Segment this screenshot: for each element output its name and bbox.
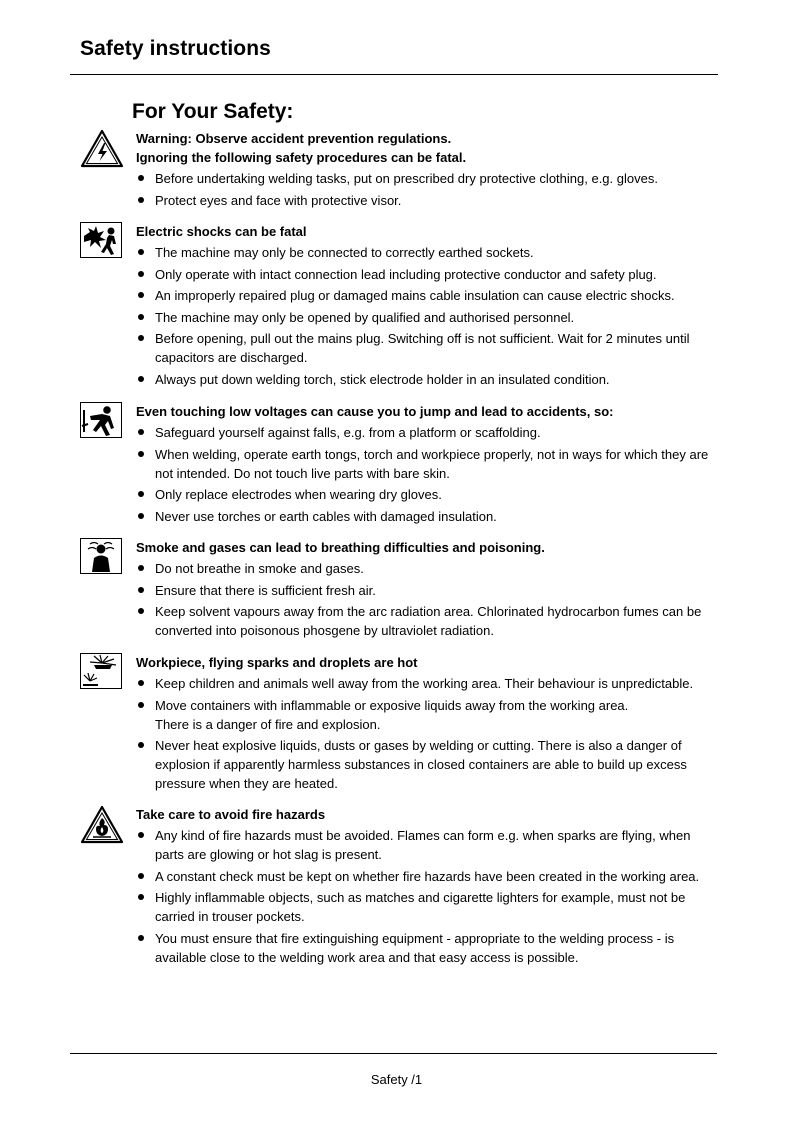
list-item: An improperly repaired plug or damaged mains cable insulation can cause electric shocks.: [136, 286, 720, 305]
section-heading: Smoke and gases can lead to breathing difficulties and poisoning.: [136, 540, 545, 555]
list-item: Only replace electrodes when wearing dry gloves.: [136, 485, 720, 504]
list-item: The machine may only be opened by qualified and authorised personnel.: [136, 308, 720, 327]
section-heading: Even touching low voltages can cause you to jump and lead to accidents, so:: [136, 404, 614, 419]
list-item: When welding, operate earth tongs, torch and workpiece properly, not in ways for which they are not intended. Do not touch live parts with bare skin.: [136, 445, 720, 483]
smoke-gases-icon: [80, 538, 122, 579]
header-divider: [70, 74, 718, 75]
list-item: Safeguard yourself against falls, e.g. from a platform or scaffolding.: [136, 423, 720, 442]
section-heading: Electric shocks can be fatal: [136, 224, 307, 239]
list-item: Do not breathe in smoke and gases.: [136, 559, 720, 578]
list-item: Keep children and animals well away from the working area. Their behaviour is unpredictable.: [136, 674, 720, 693]
list-item: Keep solvent vapours away from the arc radiation area. Chlorinated hydrocarbon fumes can be converted into poisonous phosgene by ultraviolet radiation.: [136, 602, 720, 640]
list-item: You must ensure that fire extinguishing equipment - appropriate to the welding process - is available close to the welding work area and that easy access is possible.: [136, 929, 720, 967]
section-heading: Take care to avoid fire hazards: [136, 807, 326, 822]
list-item: Any kind of fire hazards must be avoided. Flames can form e.g. when sparks are flying, when parts are glowing or hot slag is present.: [136, 826, 720, 864]
list-item: Only operate with intact connection lead including protective conductor and safety plug.: [136, 265, 720, 284]
electric-shock-icon: [80, 222, 122, 263]
list-item: Ensure that there is sufficient fresh air.: [136, 581, 720, 600]
section-heading: Warning: Observe accident prevention regulations.: [136, 131, 452, 146]
list-item: Before opening, pull out the mains plug. Switching off is not sufficient. Wait for 2 minutes until capacitors are discharged.: [136, 329, 720, 367]
page-title: Safety instructions: [80, 37, 271, 60]
list-item: Move containers with inflammable or exposive liquids away from the working area. There is a danger of fire and explosion.: [136, 696, 720, 734]
list-item: Never use torches or earth cables with damaged insulation.: [136, 507, 720, 526]
list-item: The machine may only be connected to correctly earthed sockets.: [136, 243, 720, 262]
footer-divider: [70, 1053, 717, 1054]
section-heading: Ignoring the following safety procedures can be fatal.: [136, 150, 467, 165]
high-voltage-warning-icon: [80, 129, 124, 174]
list-item: Always put down welding torch, stick electrode holder in an insulated condition.: [136, 370, 720, 389]
flying-sparks-icon: [80, 653, 122, 694]
page-footer: Safety /1: [370, 1072, 423, 1087]
list-item: Never heat explosive liquids, dusts or gases by welding or cutting. There is also a danger of explosion if apparently harmless substances in closed containers are able to build up excess pressure when they are heated.: [136, 736, 720, 793]
fire-hazard-warning-icon: [80, 805, 124, 850]
list-item: A constant check must be kept on whether fire hazards have been created in the working area.: [136, 867, 720, 886]
falling-person-icon: [80, 402, 122, 443]
list-item: Protect eyes and face with protective visor.: [136, 191, 720, 210]
main-heading: For Your Safety:: [132, 100, 294, 123]
list-item: Before undertaking welding tasks, put on prescribed dry protective clothing, e.g. gloves.: [136, 169, 720, 188]
list-item: Highly inflammable objects, such as matches and cigarette lighters for example, must not be carried in trouser pockets.: [136, 888, 720, 926]
section-heading: Workpiece, flying sparks and droplets are hot: [136, 655, 418, 670]
